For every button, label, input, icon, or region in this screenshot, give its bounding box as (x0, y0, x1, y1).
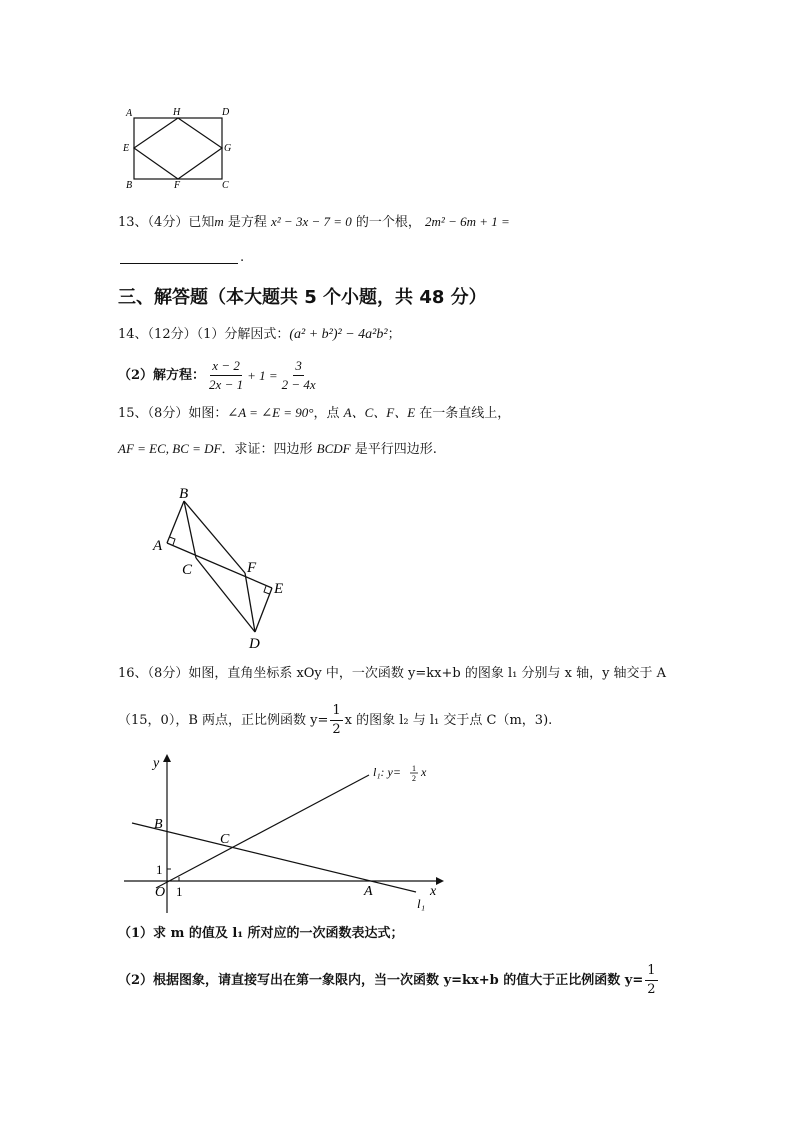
question-15-line2 (118, 440, 437, 459)
graph-tick-x: 1 (176, 884, 183, 899)
graph-line2-label: l₁: y= (373, 765, 401, 779)
section-heading: 三、解答题（本大题共 5 个小题，共 48 分） (118, 287, 487, 308)
q15-quad: BCDF (316, 441, 351, 456)
para-label-C: C (182, 562, 193, 578)
label-G: G (224, 143, 232, 154)
q15-mid: ，点 (313, 406, 344, 421)
q14-frac1-num: x − 2 (210, 357, 242, 376)
q16-part2-num: 1 (645, 962, 657, 981)
label-D: D (222, 107, 230, 118)
q16-half-fraction (330, 702, 342, 739)
para-label-F: F (247, 560, 257, 576)
graph-line2-x: x (421, 765, 427, 779)
question-16-part2 (118, 962, 660, 999)
q13-equation: x² − 3x − 7 = 0 (271, 214, 352, 229)
graph-point-A: A (364, 884, 373, 899)
q15-angles: ∠A = ∠E = 90° (227, 405, 314, 420)
question-16-line2 (118, 702, 552, 739)
question-13 (118, 213, 510, 232)
q16-half-den: 2 (332, 722, 341, 737)
q15-end: 在一条直线上， (415, 406, 511, 421)
q14-part2-prefix: （2）解方程： (118, 367, 206, 383)
answer-blank-end: . (240, 250, 245, 265)
graph-point-C: C (220, 832, 230, 847)
q15-prefix: 15、（8分）如图： (118, 406, 228, 421)
q16-part2-den: 2 (647, 982, 656, 997)
para-label-A: A (153, 538, 163, 554)
coordinate-graph (118, 750, 458, 915)
graph-point-B: B (154, 817, 163, 832)
graph-tick-y: 1 (156, 862, 163, 877)
para-label-D: D (249, 636, 260, 652)
question-16-line1: 16、（8分）如图，直角坐标系 xOy 中，一次函数 y=kx+b 的图象 l₁ 分别与 x 轴，y 轴交于 A (118, 666, 667, 681)
q15-points: A、C、F、E (343, 405, 416, 420)
question-16-part1: （1）求 m 的值及 l₁ 所对应的一次函数表达式； (118, 926, 404, 941)
q16-part2-fraction (645, 962, 657, 999)
q13-expr: 2m² − 6m + 1 = (425, 214, 510, 229)
q14-prefix: 14、（12分）（1）分解因式： (118, 327, 290, 342)
graph-line2-frac-den: 2 (412, 774, 416, 783)
question-15-line1 (118, 404, 510, 423)
q13-number: 13、（4分）已知 (118, 215, 215, 230)
q13-mid: 是方程 (223, 215, 267, 230)
para-label-E: E (274, 581, 284, 597)
rectangle-rhombus-figure (118, 100, 248, 195)
q15-line2-expr: AF = EC, BC = DF (118, 441, 222, 456)
q16-line2-suffix: x 的图象 l₂ 与 l₁ 交于点 C（m，3). (344, 712, 553, 728)
q14-frac2-den: 2 − 4x (281, 377, 316, 392)
graph-y-label: y (153, 756, 160, 771)
q14-fraction-1 (207, 357, 245, 394)
q13-m: m (214, 214, 224, 229)
q14-fraction-2 (280, 357, 318, 394)
q16-half-num: 1 (330, 702, 342, 721)
label-F: F (174, 180, 181, 191)
q14-expr: (a² + b²)² − 4a²b² (289, 327, 388, 342)
q14-plus-one: + 1 = (247, 367, 278, 383)
label-A: A (126, 108, 133, 119)
label-E: E (123, 143, 130, 154)
para-label-B: B (179, 486, 189, 502)
parallelogram-figure (148, 484, 298, 654)
question-14-part1 (118, 326, 401, 344)
q15-line2-mid: ．求证：四边形 (221, 442, 317, 457)
q14-end: ； (387, 327, 401, 342)
label-C: C (222, 180, 229, 191)
question-14-part2 (118, 357, 320, 394)
q15-line2-end: 是平行四边形. (350, 442, 437, 457)
q16-line2-prefix: （15，0），B 两点，正比例函数 y= (118, 712, 329, 728)
q16-part2-prefix: （2）根据图象，请直接写出在第一象限内，当一次函数 y=kx+b 的值大于正比例函数 y= (118, 972, 644, 988)
q13-mid2: 的一个根， (351, 215, 421, 230)
label-H: H (173, 107, 181, 118)
graph-x-label: x (430, 884, 437, 899)
answer-blank (120, 263, 238, 264)
q14-frac2-num: 3 (293, 357, 304, 376)
graph-line1-label: l₁ (417, 896, 426, 911)
label-B: B (126, 180, 133, 191)
graph-origin-label: O (155, 885, 166, 900)
q14-frac1-den: 2x − 1 (209, 377, 244, 392)
graph-line2-frac-num: 1 (412, 764, 416, 773)
